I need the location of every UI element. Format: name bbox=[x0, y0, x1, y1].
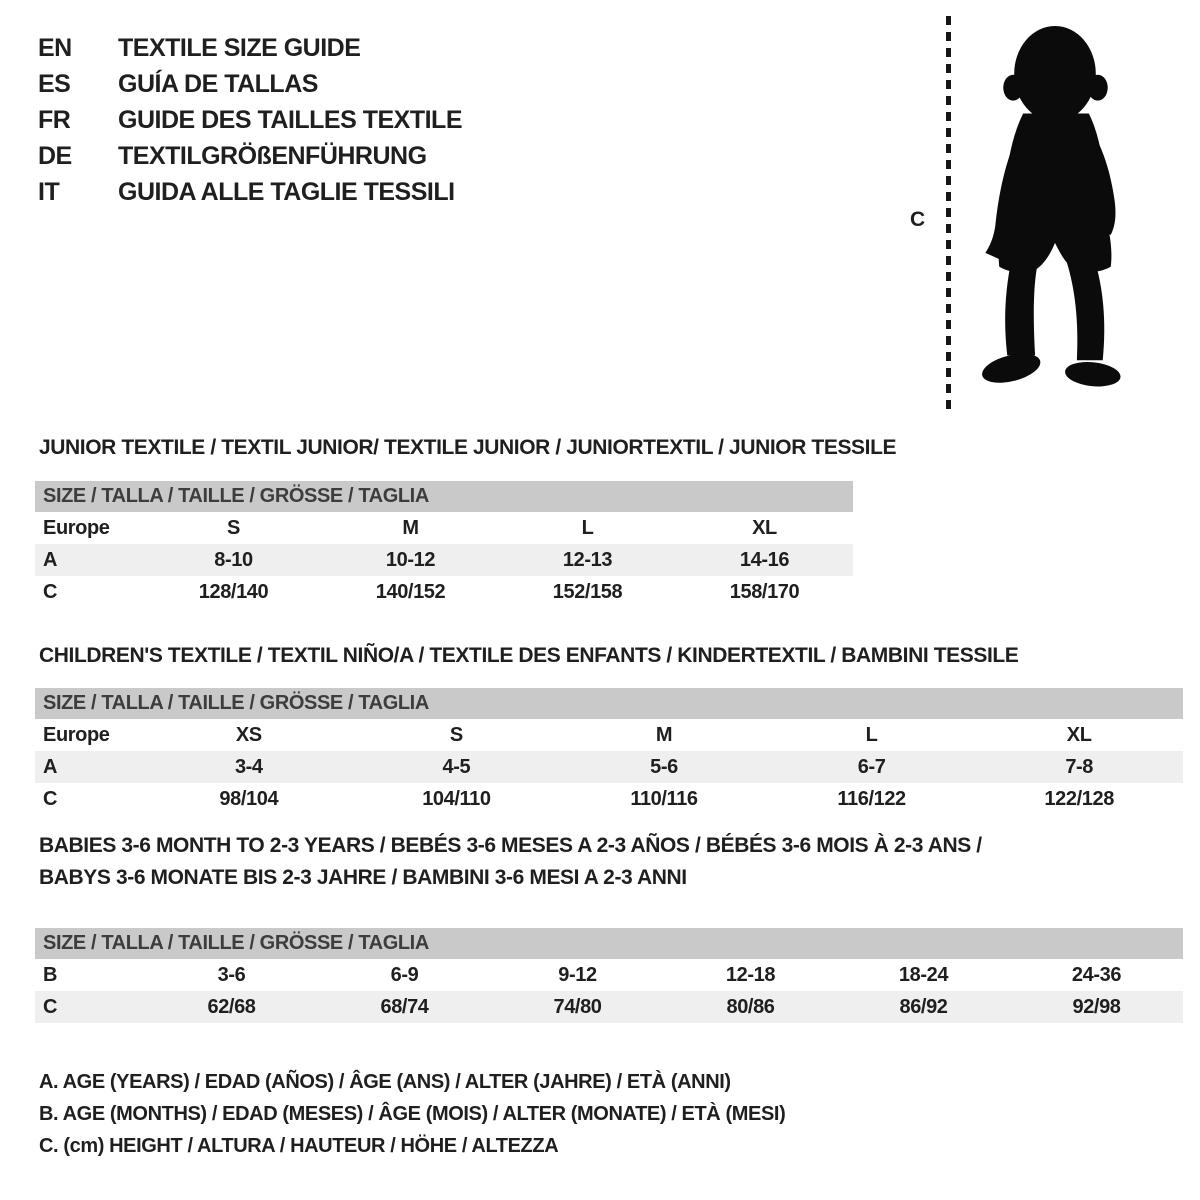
size-cell: S bbox=[449, 724, 463, 746]
height-cell: 110/116 bbox=[630, 788, 698, 810]
age-cell: 3-6 bbox=[217, 964, 246, 986]
lang-label: GUIDE DES TAILLES TEXTILE bbox=[118, 105, 463, 134]
lang-label: TEXTILE SIZE GUIDE bbox=[118, 33, 361, 62]
height-cell: 104/110 bbox=[422, 788, 491, 810]
babies-title-line-1: BABIES 3-6 MONTH TO 2-3 YEARS / BEBÉS 3-6 MESES A 2-3 AÑOS / BÉBÉS 3-6 MOIS À 2-3 ANS / bbox=[39, 834, 982, 857]
height-cell: 86/92 bbox=[899, 996, 948, 1018]
row-label: C bbox=[43, 996, 58, 1018]
age-cell: 18-24 bbox=[898, 964, 949, 986]
row-label: C bbox=[43, 788, 58, 810]
age-cell: 7-8 bbox=[1065, 756, 1094, 778]
children-size-table bbox=[35, 688, 1183, 815]
lang-row-en bbox=[38, 30, 462, 66]
babies-title-line-2: BABYS 3-6 MONATE BIS 2-3 JAHRE / BAMBINI 3-6 MESI A 2-3 ANNI bbox=[39, 866, 687, 889]
size-cell: XL bbox=[1066, 724, 1092, 746]
lang-row-es bbox=[38, 66, 462, 102]
table-row-height bbox=[35, 576, 853, 608]
size-cell: M bbox=[655, 724, 673, 746]
lang-row-it bbox=[38, 174, 462, 210]
lang-code: DE bbox=[38, 141, 72, 170]
age-cell: 14-16 bbox=[739, 549, 790, 571]
junior-size-table bbox=[35, 481, 853, 608]
toddler-silhouette bbox=[960, 22, 1146, 420]
lang-row-de bbox=[38, 138, 462, 174]
height-cell: 92/98 bbox=[1072, 996, 1121, 1018]
table-row-height bbox=[35, 783, 1183, 815]
age-cell: 6-7 bbox=[857, 756, 886, 778]
height-cell: 128/140 bbox=[198, 581, 269, 603]
age-cell: 12-18 bbox=[725, 964, 776, 986]
height-cell: 68/74 bbox=[380, 996, 429, 1018]
height-cell: 62/68 bbox=[207, 996, 256, 1018]
age-cell: 12-13 bbox=[562, 549, 613, 571]
age-cell: 6-9 bbox=[390, 964, 419, 986]
size-cell: M bbox=[402, 517, 419, 539]
table-row-europe bbox=[35, 512, 853, 544]
row-label: A bbox=[43, 756, 58, 778]
height-cell: 140/152 bbox=[375, 581, 446, 603]
legend-line-b: B. AGE (MONTHS) / EDAD (MESES) / ÂGE (MOIS) / ALTER (MONATE) / ETÀ (MESI) bbox=[39, 1103, 786, 1125]
table-row-age-months bbox=[35, 959, 1183, 991]
lang-row-fr bbox=[38, 102, 462, 138]
age-cell: 4-5 bbox=[442, 756, 471, 778]
language-title-block bbox=[38, 30, 462, 210]
size-cell: L bbox=[865, 724, 878, 746]
age-cell: 24-36 bbox=[1071, 964, 1122, 986]
lang-label: TEXTILGRÖßENFÜHRUNG bbox=[118, 141, 427, 170]
row-label: Europe bbox=[43, 517, 110, 539]
babies-size-table bbox=[35, 928, 1183, 1023]
row-label: A bbox=[43, 549, 58, 571]
age-cell: 10-12 bbox=[385, 549, 436, 571]
babies-section-title bbox=[39, 830, 982, 894]
age-cell: 5-6 bbox=[650, 756, 678, 778]
age-cell: 8-10 bbox=[214, 549, 253, 571]
height-cell: 158/170 bbox=[729, 581, 800, 603]
height-cell: 116/122 bbox=[837, 788, 906, 810]
height-measure-dashed-line bbox=[946, 16, 951, 416]
age-cell: 9-12 bbox=[558, 964, 597, 986]
table-header: SIZE / TALLA / TAILLE / GRÖSSE / TAGLIA bbox=[35, 688, 1183, 719]
size-cell: XL bbox=[752, 517, 777, 539]
lang-label: GUIDA ALLE TAGLIE TESSILI bbox=[118, 177, 455, 206]
height-cell: 74/80 bbox=[553, 996, 602, 1018]
age-cell: 3-4 bbox=[234, 756, 263, 778]
table-row-age bbox=[35, 544, 853, 576]
height-measure-label: C bbox=[910, 208, 926, 231]
size-cell: XS bbox=[235, 724, 262, 746]
size-cell: L bbox=[581, 517, 594, 539]
legend-line-c: C. (cm) HEIGHT / ALTURA / HAUTEUR / HÖHE / ALTEZZA bbox=[39, 1135, 559, 1157]
row-label: C bbox=[43, 581, 58, 603]
junior-section-title: JUNIOR TEXTILE / TEXTIL JUNIOR/ TEXTILE JUNIOR / JUNIORTEXTIL / JUNIOR TESSILE bbox=[39, 436, 897, 459]
lang-code: FR bbox=[38, 105, 71, 134]
legend-line-a: A. AGE (YEARS) / EDAD (AÑOS) / ÂGE (ANS) / ALTER (JAHRE) / ETÀ (ANNI) bbox=[39, 1071, 731, 1093]
lang-code: IT bbox=[38, 177, 60, 206]
size-cell: S bbox=[227, 517, 240, 539]
children-section-title: CHILDREN'S TEXTILE / TEXTIL NIÑO/A / TEXTILE DES ENFANTS / KINDERTEXTIL / BAMBINI TESSILE bbox=[39, 644, 1019, 667]
height-cell: 80/86 bbox=[726, 996, 775, 1018]
height-cell: 152/158 bbox=[552, 581, 623, 603]
table-header: SIZE / TALLA / TAILLE / GRÖSSE / TAGLIA bbox=[35, 928, 1183, 959]
table-header: SIZE / TALLA / TAILLE / GRÖSSE / TAGLIA bbox=[35, 481, 853, 512]
measure-legend bbox=[39, 1066, 785, 1162]
table-row-height bbox=[35, 991, 1183, 1023]
lang-label: GUÍA DE TALLAS bbox=[118, 69, 318, 98]
row-label: B bbox=[43, 964, 58, 986]
row-label: Europe bbox=[43, 724, 110, 746]
lang-code: EN bbox=[38, 33, 72, 62]
table-row-europe bbox=[35, 719, 1183, 751]
lang-code: ES bbox=[38, 69, 71, 98]
table-row-age bbox=[35, 751, 1183, 783]
height-cell: 98/104 bbox=[219, 788, 279, 810]
height-cell: 122/128 bbox=[1044, 788, 1114, 810]
